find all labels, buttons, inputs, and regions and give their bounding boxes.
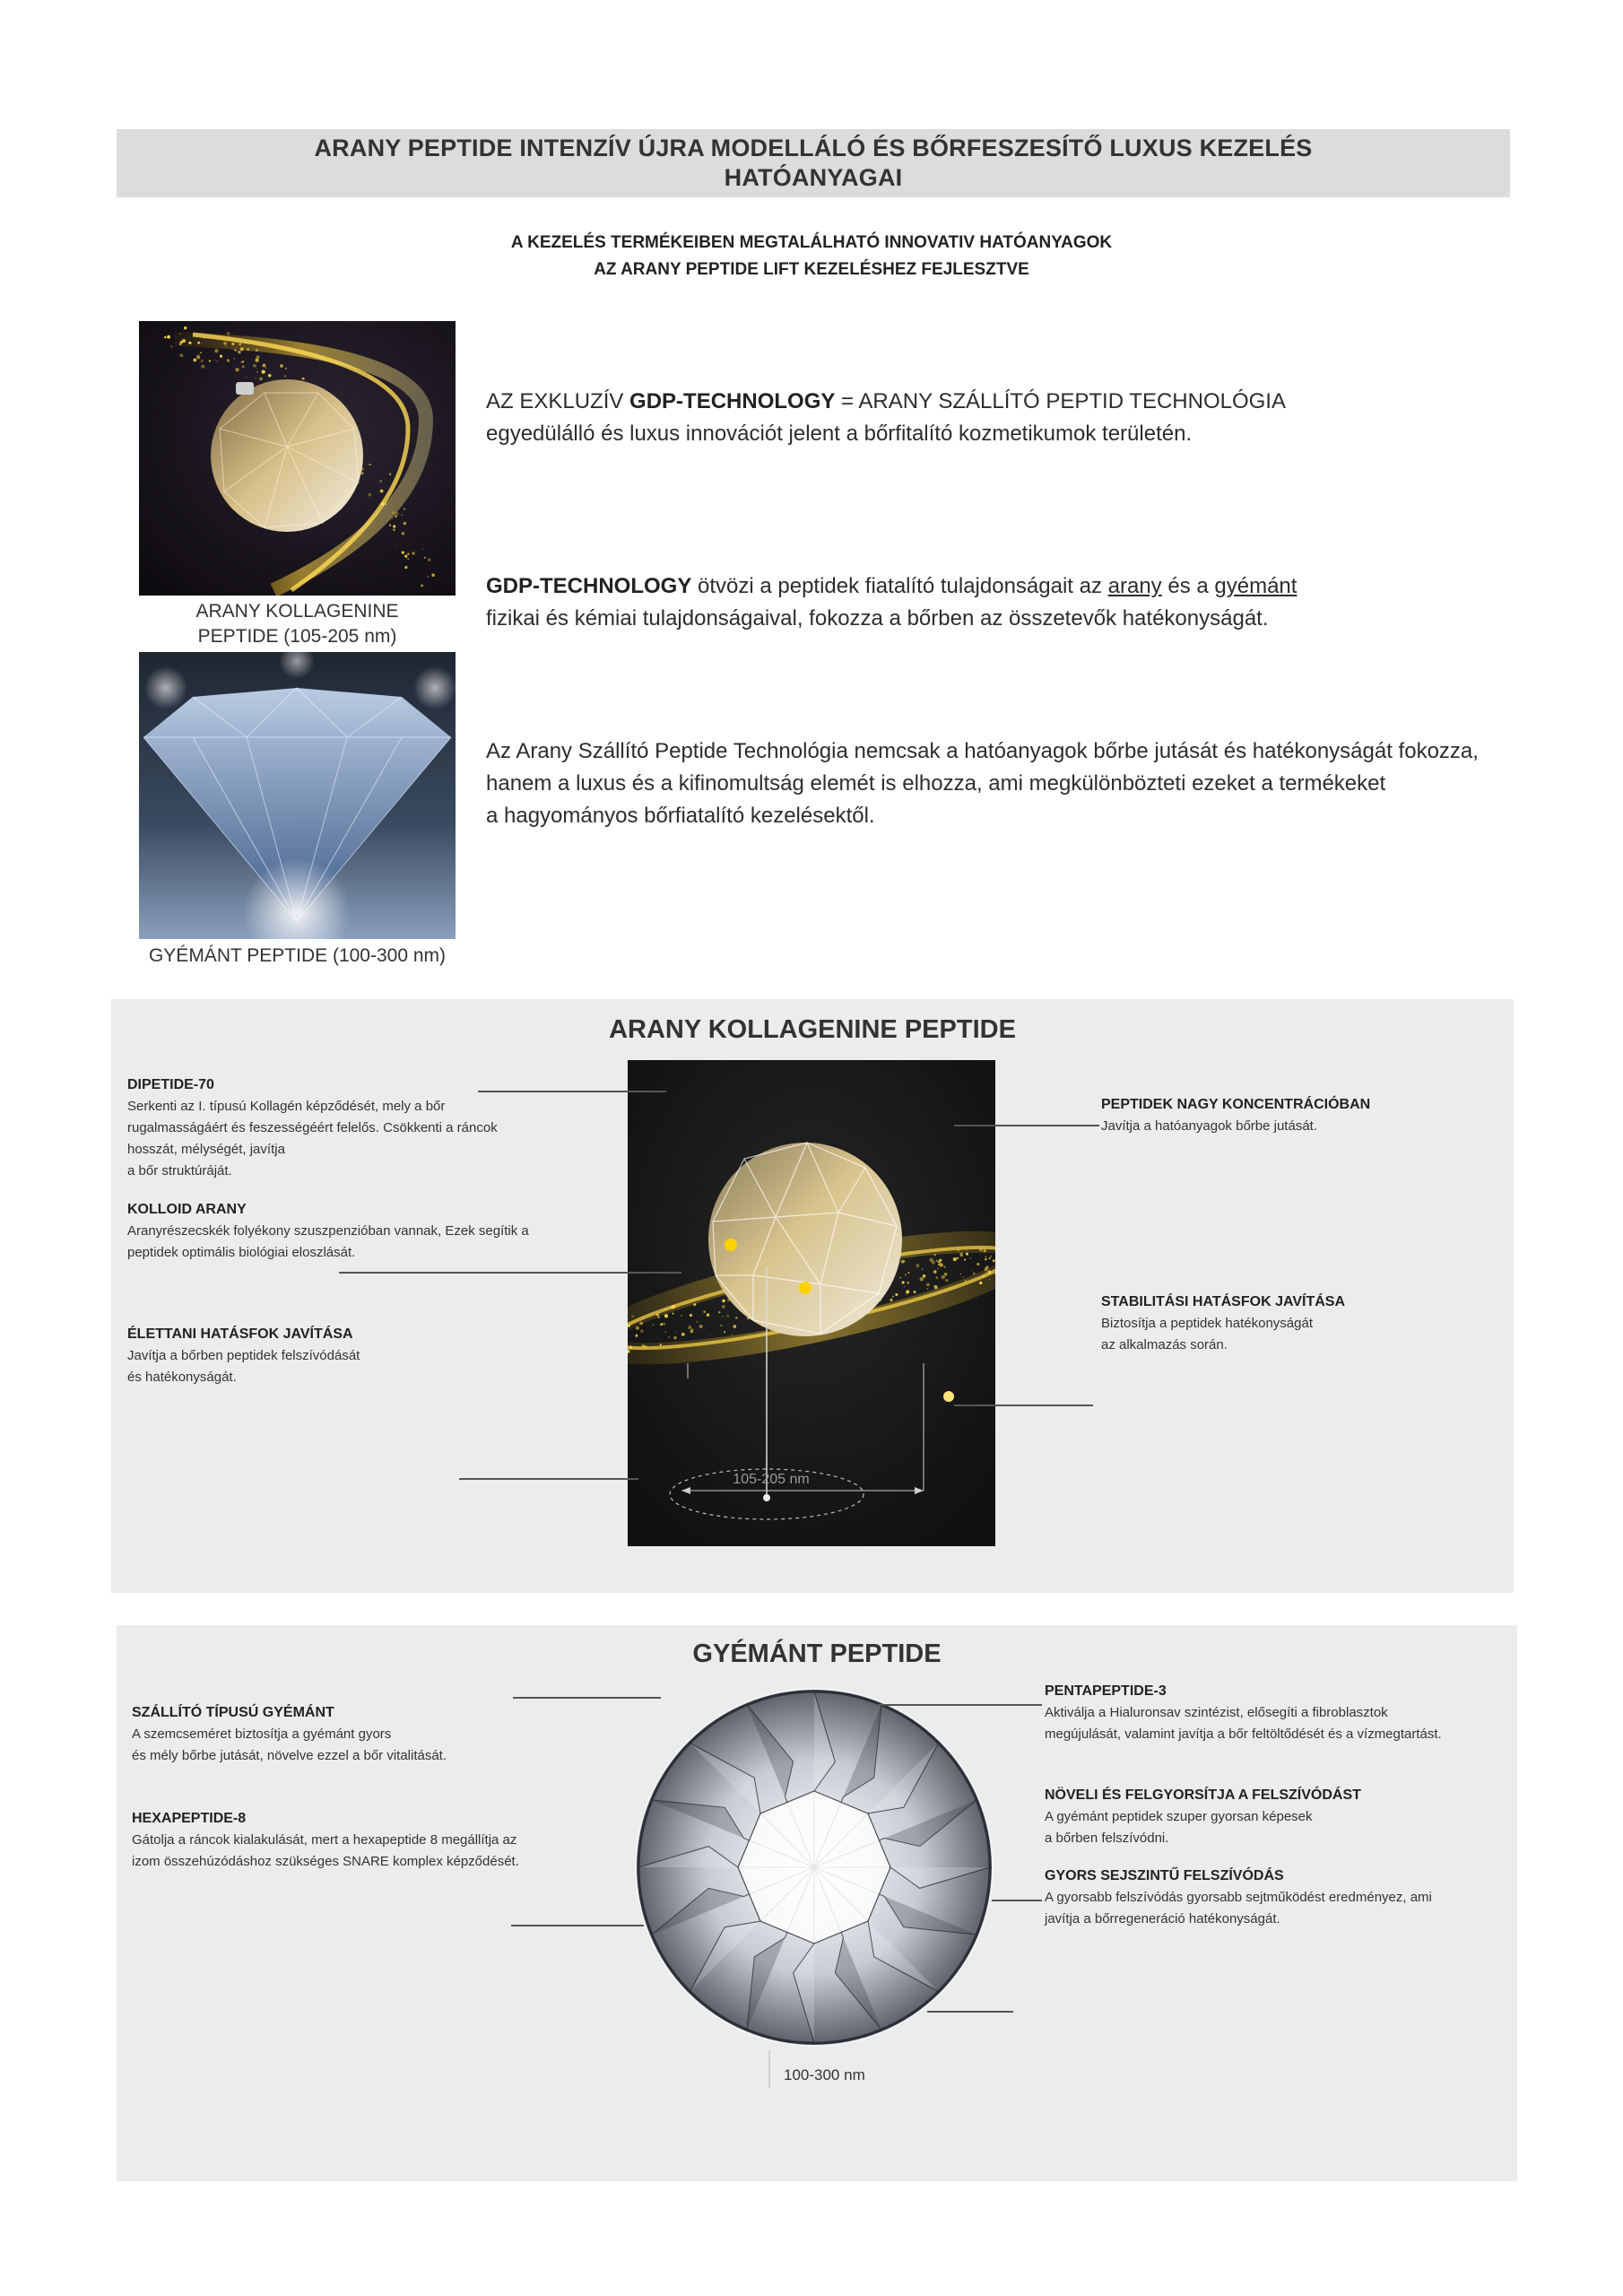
intro-paragraph-1	[486, 386, 1286, 450]
gold-caption-line2: PEPTIDE (105-205 nm)	[197, 626, 397, 647]
p3-line1: Az Arany Szállító Peptide Technológia nemcsak a hatóanyagok bőrbe jutását és hatékonyságát fokozza,	[486, 739, 1479, 763]
intro-paragraph-2	[486, 570, 1297, 635]
gold-left-2-line0: Javítja a bőrben peptidek felszívódását	[127, 1348, 360, 1363]
connector-line	[511, 1925, 644, 1926]
diamond-left-0-title: SZÁLLÍTÓ TÍPUSÚ GYÉMÁNT	[132, 1705, 334, 1720]
connector-line	[513, 1697, 661, 1699]
intro-paragraph-3	[486, 735, 1479, 832]
p3-line3: a hagyományos bőrfiatalító kezelésektől.	[486, 804, 875, 828]
connector-line	[459, 1478, 638, 1480]
diamond-right-1-title: NÖVELI ÉS FELGYORSÍTJA A FELSZÍVÓDÁST	[1045, 1787, 1361, 1803]
p1-post: = ARANY SZÁLLÍTÓ PEPTID TECHNOLÓGIA	[835, 389, 1286, 413]
gold-sphere-image	[139, 321, 456, 596]
diamond-right-1-line0: A gyémánt peptidek szuper gyorsan képesek	[1045, 1809, 1313, 1824]
diamond-image	[139, 652, 456, 939]
p2-b: és a	[1161, 574, 1215, 598]
diamond-right-0-line1: megújulását, valamint javítja a bőr feltöltődését és a vízmegtartást.	[1045, 1726, 1442, 1742]
diamond-caption: GYÉMÁNT PEPTIDE (100-300 nm)	[148, 945, 447, 966]
gold-left-0-line3: a bőr struktúráját.	[127, 1163, 232, 1178]
gold-panel-title: ARANY KOLLAGENINE PEPTIDE	[609, 1015, 1016, 1044]
connector-line	[339, 1272, 681, 1274]
gold-label-elettani	[127, 1324, 594, 1388]
gold-caption-line1: ARANY KOLLAGENINE	[195, 601, 399, 622]
diamond-right-0-line0: Aktiválja a Hialuronsav szintézist, elősegíti a fibroblasztok	[1045, 1705, 1388, 1720]
connector-line	[877, 1704, 1042, 1706]
gold-left-2-title: ÉLETTANI HATÁSFOK JAVÍTÁSA	[127, 1326, 353, 1342]
gold-label-stabilitas	[1101, 1292, 1478, 1356]
diamond-size-label: 100-300 nm	[784, 2066, 865, 2083]
p1-line2: egyedülálló és luxus innovációt jelent a bőrfitalító kozmetikumok területén.	[486, 422, 1193, 446]
subtitle-line2: AZ ARANY PEPTIDE LIFT KEZELÉSHEZ FEJLESZTVE	[594, 260, 1029, 279]
p2-a: ötvözi a peptidek fiatalító tulajdonságait az	[691, 574, 1108, 598]
subtitle-line1: A KEZELÉS TERMÉKEIBEN MEGTALÁLHATÓ INNOVATIV HATÓANYAGOK	[510, 233, 1113, 252]
diamond-left-1-title: HEXAPEPTIDE-8	[132, 1811, 247, 1826]
gold-label-kolloid	[127, 1199, 612, 1264]
p2-bold: GDP-TECHNOLOGY	[486, 574, 692, 598]
diamond-left-0-line0: A szemcseméret biztosítja a gyémánt gyors	[132, 1726, 392, 1742]
p2-line2: fizikai és kémiai tulajdonságaival, fokozza a bőrben az összetevők hatékonyságát.	[486, 606, 1269, 631]
gold-right-0-title: PEPTIDEK NAGY KONCENTRÁCIÓBAN	[1101, 1097, 1371, 1112]
diamond-label-noveli	[1045, 1785, 1511, 1849]
gold-left-1-title: KOLLOID ARANY	[127, 1202, 247, 1217]
diamond-left-1-line1: izom összehúzódáshoz szükséges SNARE komplex képződését.	[132, 1854, 519, 1869]
gold-label-koncentracio	[1101, 1094, 1478, 1137]
gold-left-1-line0: Aranyrészecskék folyékony szuszpenzióban vannak, Ezek segítik a	[127, 1223, 529, 1239]
connector-line	[478, 1091, 666, 1092]
connector-line	[927, 2011, 1013, 2013]
size-indicator-line	[768, 2050, 770, 2088]
page-title-line1: ARANY PEPTIDE INTENZÍV ÚJRA MODELLÁLÓ ÉS BŐRFESZESÍTŐ LUXUS KEZELÉS	[314, 135, 1313, 161]
diamond-right-2-line0: A gyorsabb felszívódás gyorsabb sejtműködést eredményez, ami	[1045, 1890, 1432, 1905]
gold-right-1-line0: Biztosítja a peptidek hatékonyságát	[1101, 1316, 1313, 1331]
connector-line	[954, 1125, 1099, 1126]
gold-right-1-line1: az alkalmazás során.	[1101, 1337, 1228, 1352]
gold-left-2-line1: és hatékonyságát.	[127, 1370, 237, 1385]
gold-left-0-line1: rugalmasságáért és feszességéért felelős. Csökkenti a ráncok	[127, 1120, 498, 1135]
diamond-left-0-line1: és mély bőrbe jutását, növelve ezzel a bőr vitalitását.	[132, 1748, 447, 1763]
diamond-label-hexapeptide	[132, 1808, 634, 1873]
p1-bold: GDP-TECHNOLOGY	[629, 389, 836, 413]
diamond-label-szallito	[132, 1702, 634, 1767]
gold-left-0-line0: Serkenti az I. típusú Kollagén képződését, mely a bőr	[127, 1099, 446, 1114]
p3-line2: hanem a luxus és a kifinomultság elemét is elhozza, ami megkülönbözteti ezeket a termékeket	[486, 771, 1386, 796]
diamond-label-pentapeptide	[1045, 1681, 1511, 1745]
diamond-right-0-title: PENTAPEPTIDE-3	[1045, 1683, 1167, 1699]
gold-nano-sphere-image	[628, 1060, 995, 1546]
diamond-left-1-line0: Gátolja a ráncok kialakulását, mert a hexapeptide 8 megállítja az	[132, 1832, 517, 1848]
gold-size-label: 105-205 nm	[733, 1472, 810, 1487]
diamond-right-2-title: GYORS SEJSZINTŰ FELSZÍVÓDÁS	[1045, 1868, 1284, 1883]
brilliant-diamond-image	[635, 1688, 994, 2047]
gold-left-1-line1: peptidek optimális biológiai eloszlását.	[127, 1245, 356, 1260]
diamond-right-2-line1: javítja a bőrregeneráció hatékonyságát.	[1045, 1911, 1280, 1926]
p1-pre: AZ EXKLUZÍV	[486, 389, 630, 413]
gold-left-0-line2: hosszát, mélységét, javítja	[127, 1142, 285, 1157]
gold-right-0-line0: Javítja a hatóanyagok bőrbe jutását.	[1101, 1118, 1317, 1134]
title-bar	[117, 129, 1510, 197]
gold-left-0-title: DIPETIDE-70	[127, 1077, 214, 1092]
diamond-right-1-line1: a bőrben felszívódni.	[1045, 1831, 1169, 1846]
connector-line	[954, 1405, 1093, 1406]
diamond-label-gyors	[1045, 1866, 1511, 1930]
page-title-line2: HATÓANYAGAI	[724, 164, 903, 191]
p2-gold: arany	[1107, 574, 1162, 598]
diamond-panel-title: GYÉMÁNT PEPTIDE	[692, 1639, 942, 1668]
gold-right-1-title: STABILITÁSI HATÁSFOK JAVÍTÁSA	[1101, 1294, 1345, 1309]
connector-line	[992, 1900, 1042, 1901]
p2-diamond: gyémánt	[1214, 574, 1298, 598]
